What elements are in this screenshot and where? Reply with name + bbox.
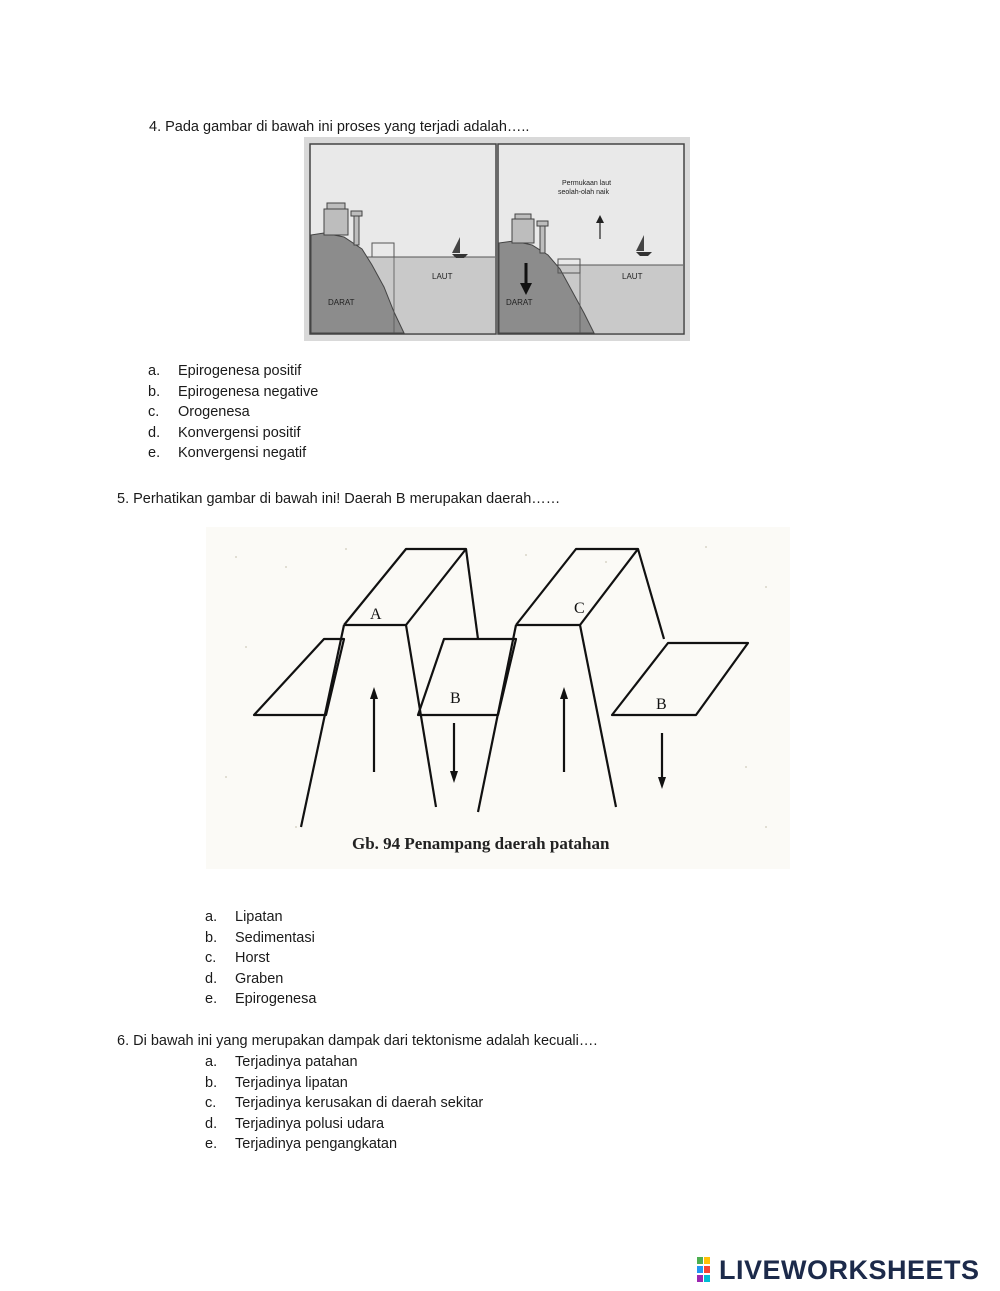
block-c-label: C bbox=[574, 600, 585, 617]
option-item[interactable]: d. Terjadinya polusi udara bbox=[205, 1115, 385, 1132]
sea-rise-caption-1: Permukaan laut bbox=[562, 180, 612, 187]
liveworksheets-logo-icon bbox=[697, 1257, 719, 1283]
option-item[interactable]: b. Terjadinya lipatan bbox=[205, 1074, 348, 1091]
block-b2-label: B bbox=[656, 696, 667, 713]
option-item[interactable]: d. Graben bbox=[205, 970, 284, 987]
question-5-figure bbox=[206, 527, 790, 869]
left-land-label: DARAT bbox=[328, 298, 355, 307]
option-item[interactable]: b. Sedimentasi bbox=[205, 929, 315, 946]
option-item[interactable]: c. Terjadinya kerusakan di daerah sekitar bbox=[205, 1095, 484, 1112]
option-item[interactable]: c. Horst bbox=[205, 950, 270, 967]
option-item[interactable]: a. Lipatan bbox=[205, 909, 283, 925]
option-item[interactable]: e. Epirogenesa bbox=[205, 991, 317, 1008]
figure-caption: Gb. 94 Penampang daerah patahan bbox=[352, 834, 610, 853]
question-5-text: 5. Perhatikan gambar di bawah ini! Daerah B merupakan daerah…… bbox=[117, 491, 561, 507]
left-sea-label: LAUT bbox=[432, 272, 453, 281]
right-land-label: DARAT bbox=[506, 298, 533, 307]
logo-text: LIVEWORKSHEETS bbox=[719, 1254, 980, 1285]
option-item[interactable]: e. Konvergensi negatif bbox=[148, 445, 307, 462]
option-item[interactable]: e. Terjadinya pengangkatan bbox=[205, 1136, 398, 1153]
question-4-figure bbox=[304, 137, 690, 341]
option-item[interactable]: a. Terjadinya patahan bbox=[205, 1054, 358, 1070]
question-5-options bbox=[205, 907, 316, 1010]
option-item[interactable]: d. Konvergensi positif bbox=[148, 424, 301, 441]
question-4-options bbox=[148, 361, 318, 464]
right-sea-label: LAUT bbox=[622, 272, 643, 281]
option-item[interactable]: a. Epirogenesa positif bbox=[148, 363, 302, 379]
block-a-label: A bbox=[370, 606, 382, 623]
liveworksheets-logo[interactable] bbox=[697, 1256, 980, 1284]
question-4-text: 4. Pada gambar di bawah ini proses yang terjadi adalah….. bbox=[149, 119, 530, 135]
sea-rise-caption-2: seolah-olah naik bbox=[558, 189, 609, 196]
option-item[interactable]: c. Orogenesa bbox=[148, 404, 250, 421]
option-item[interactable]: b. Epirogenesa negative bbox=[148, 383, 319, 400]
question-6-options bbox=[205, 1052, 483, 1155]
block-b1-label: B bbox=[450, 690, 461, 707]
question-6-text: 6. Di bawah ini yang merupakan dampak dari tektonisme adalah kecuali…. bbox=[117, 1033, 598, 1049]
